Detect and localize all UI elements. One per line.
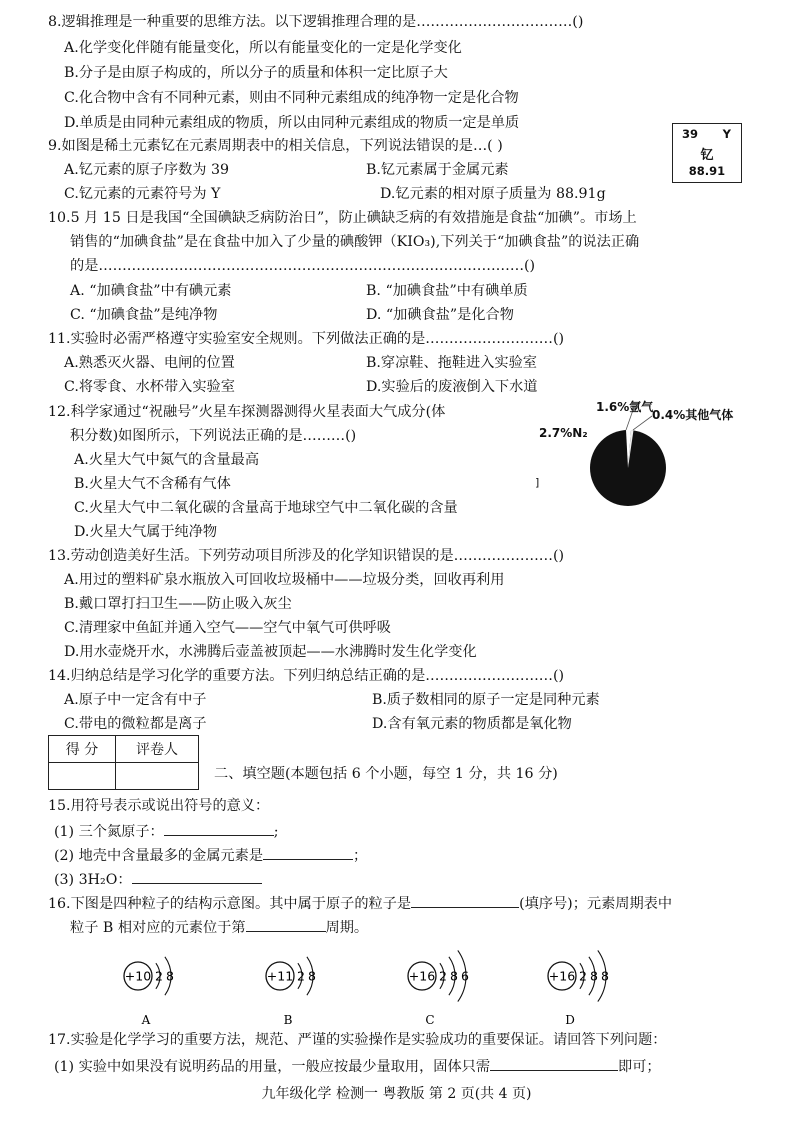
atom-B <box>266 957 316 1027</box>
q12-option-d: D.火星大气属于纯净物 <box>74 524 218 540</box>
q13-option-c: C.清理家中鱼缸并通入空气——空气中氧气可供呼吸 <box>64 620 391 636</box>
score-cell[interactable] <box>49 763 116 790</box>
q15-item1-end: ; <box>273 824 279 840</box>
q14-option-d: D.含有氧元素的物质都是氧化物 <box>372 716 572 732</box>
atom-label: B <box>283 1013 293 1027</box>
q17-item1-text: (1) 实验中如果没有说明药品的用量，一般应按最少量取用，固体只需 <box>54 1059 491 1075</box>
q15-stem: 15.用符号表示或说出符号的意义： <box>48 798 270 814</box>
atom-C <box>408 950 469 1027</box>
q8-option-a: A.化学变化伴随有能量变化，所以有能量变化的一定是化学变化 <box>64 40 462 56</box>
q16-line2-end: 周期。 <box>325 920 369 936</box>
atom-diagrams <box>100 928 660 1028</box>
q8-option-c: C.化合物中含有不同种元素，则由不同种元素组成的纯净物一定是化合物 <box>64 90 519 106</box>
atom-label: A <box>141 1013 151 1027</box>
q16-blank1[interactable] <box>411 892 519 908</box>
shell-electrons: 8 <box>308 968 316 984</box>
q15-item1-text: (1) 三个氮原子： <box>54 824 164 840</box>
q15-blank1[interactable] <box>164 820 274 836</box>
page-footer: 九年级化学 检测一 粤教版 第 2 页(共 4 页) <box>261 1086 532 1102</box>
atom-label: C <box>425 1013 435 1027</box>
q14-option-a: A.原子中一定含有中子 <box>64 692 207 708</box>
q11-option-b: B.穿凉鞋、拖鞋进入实验室 <box>366 355 537 371</box>
q12-line2: 积分数)如图所示，下列说法正确的是………() <box>70 428 357 444</box>
q13-option-a: A.用过的塑料矿泉水瓶放入可回收垃圾桶中——垃圾分类，回收再利用 <box>64 572 505 588</box>
q10-line2: 销售的“加碘食盐”是在食盐中加入了少量的碘酸钾（KIO₃),下列关于“加碘食盐”的说法正确 <box>70 234 640 250</box>
shell-electrons: 2 <box>297 968 305 984</box>
q17-blank1[interactable] <box>490 1055 618 1071</box>
q15-item2-end: ； <box>353 848 368 864</box>
q10-option-a: A. “加碘食盐”中有碘元素 <box>70 283 232 299</box>
q10-line1: 10.5 月 15 日是我国“全国碘缺乏病防治日”，防止碘缺乏病的有效措施是食盐“加碘”。市场上 <box>48 210 637 226</box>
q12-option-c: C.火星大气中二氧化碳的含量高于地球空气中二氧化碳的含量 <box>74 500 458 516</box>
q15-item1 <box>54 820 279 842</box>
shell-electrons: 8 <box>601 968 609 984</box>
nucleus-charge: +16 <box>408 968 436 984</box>
q15-blank3[interactable] <box>132 868 262 884</box>
q12-line1: 12.科学家通过“祝融号”火星车探测器测得火星表面大气成分(体 <box>48 404 446 420</box>
atomic-mass: 88.91 <box>688 164 726 178</box>
q10-option-c: C. “加碘食盐”是纯净物 <box>70 307 218 323</box>
q11-option-c: C.将零食、水杯带入实验室 <box>64 379 235 395</box>
q15-item2 <box>54 844 367 866</box>
element-symbol: Y <box>722 127 731 141</box>
pie-label-other: 0.4%其他气体 <box>652 408 734 422</box>
q14-option-c: C.带电的微粒都是离子 <box>64 716 207 732</box>
shell-electrons: 2 <box>439 968 447 984</box>
q17-stem: 17.实验是化学学习的重要方法，规范、严谨的实验操作是实验成功的重要保证。请回答下列问题： <box>48 1032 667 1048</box>
atom-svg <box>100 928 660 1028</box>
atomic-number: 39 <box>682 127 699 141</box>
shell-electrons: 2 <box>155 968 163 984</box>
q16-line1-text: 16.下图是四种粒子的结构示意图。其中属于原子的粒子是 <box>48 896 412 912</box>
q17-item1 <box>54 1055 661 1077</box>
q9-option-d: D.钇元素的相对原子质量为 88.91g <box>380 186 606 202</box>
nucleus-charge: +16 <box>548 968 576 984</box>
mars-atmosphere-pie <box>530 396 760 526</box>
atom-label: D <box>565 1013 575 1027</box>
q13-option-b: B.戴口罩打扫卫生——防止吸入灰尘 <box>64 596 292 612</box>
shell-electrons: 6 <box>461 968 469 984</box>
q13-option-d: D.用水壶烧开水，水沸腾后壶盖被顶起——水沸腾时发生化学变化 <box>64 644 477 660</box>
q14-option-b: B.质子数相同的原子一定是同种元素 <box>372 692 600 708</box>
q10-option-b: B. “加碘食盐”中有碘单质 <box>366 283 528 299</box>
q16-line1 <box>48 892 672 914</box>
element-name: 钇 <box>700 148 714 163</box>
q10-line3: 的是………………………………………………………………………………() <box>70 258 536 274</box>
shell-electrons: 8 <box>166 968 174 984</box>
q10-option-d: D. “加碘食盐”是化合物 <box>366 307 514 323</box>
q16-line2-text: 粒子 B 相对应的元素位于第 <box>70 920 246 936</box>
q9-option-c: C.钇元素的元素符号为 Y <box>64 186 221 202</box>
q9-option-a: A.钇元素的原子序数为 39 <box>64 162 230 178</box>
q15-item3-text: (3) 3H₂O： <box>54 872 132 888</box>
pie-label-n2: 2.7%N₂ <box>539 426 588 440</box>
q8-option-d: D.单质是由同种元素组成的物质，所以由同种元素组成的物质一定是单质 <box>64 115 520 131</box>
q17-item1-end: 即可； <box>618 1059 661 1075</box>
section-2-title: 二、填空题(本题包括 6 个小题，每空 1 分，共 16 分) <box>214 766 558 782</box>
pie-leader-other <box>633 416 652 430</box>
nucleus-charge: +10 <box>124 968 152 984</box>
q11-option-d: D.实验后的废液倒入下水道 <box>366 379 538 395</box>
q11-stem: 11.实验时必需严格遵守实验室安全规则。下列做法正确的是………………………() <box>48 331 565 347</box>
q8-stem: 8.逻辑推理是一种重要的思维方法。以下逻辑推理合理的是……………………………() <box>48 14 584 30</box>
element-cell <box>672 123 742 183</box>
q15-item3 <box>54 868 262 890</box>
q12-option-b: B.火星大气不含稀有气体 <box>74 476 231 492</box>
grader-header: 评卷人 <box>116 736 199 763</box>
atom-D <box>548 950 609 1027</box>
q9-option-b: B.钇元素属于金属元素 <box>366 162 509 178</box>
shell-electrons: 8 <box>590 968 598 984</box>
q14-stem: 14.归纳总结是学习化学的重要方法。下列归纳总结正确的是………………………() <box>48 668 565 684</box>
q15-item2-text: (2) 地壳中含量最多的金属元素是 <box>54 848 264 864</box>
q13-stem: 13.劳动创造美好生活。下列劳动项目所涉及的化学知识错误的是…………………() <box>48 548 565 564</box>
q16-line1-end: (填序号)；元素周期表中 <box>519 896 673 912</box>
pie-stray-mark: ] <box>535 476 540 489</box>
q8-option-b: B.分子是由原子构成的，所以分子的质量和体积一定比原子大 <box>64 65 448 81</box>
shell-electrons: 8 <box>450 968 458 984</box>
nucleus-charge: +11 <box>266 968 294 984</box>
shell-electrons: 2 <box>579 968 587 984</box>
q15-blank2[interactable] <box>263 844 353 860</box>
q12-option-a: A.火星大气中氮气的含量最高 <box>74 452 260 468</box>
q11-option-a: A.熟悉灭火器、电闸的位置 <box>64 355 235 371</box>
grader-cell[interactable] <box>116 763 199 790</box>
atom-A <box>124 957 174 1027</box>
q9-stem: 9.如图是稀土元素钇在元素周期表中的相关信息，下列说法错误的是…( ) <box>48 138 503 154</box>
pie-label-ar: 1.6%氩气 <box>596 400 654 414</box>
score-table <box>48 735 199 790</box>
score-header: 得 分 <box>49 736 116 763</box>
